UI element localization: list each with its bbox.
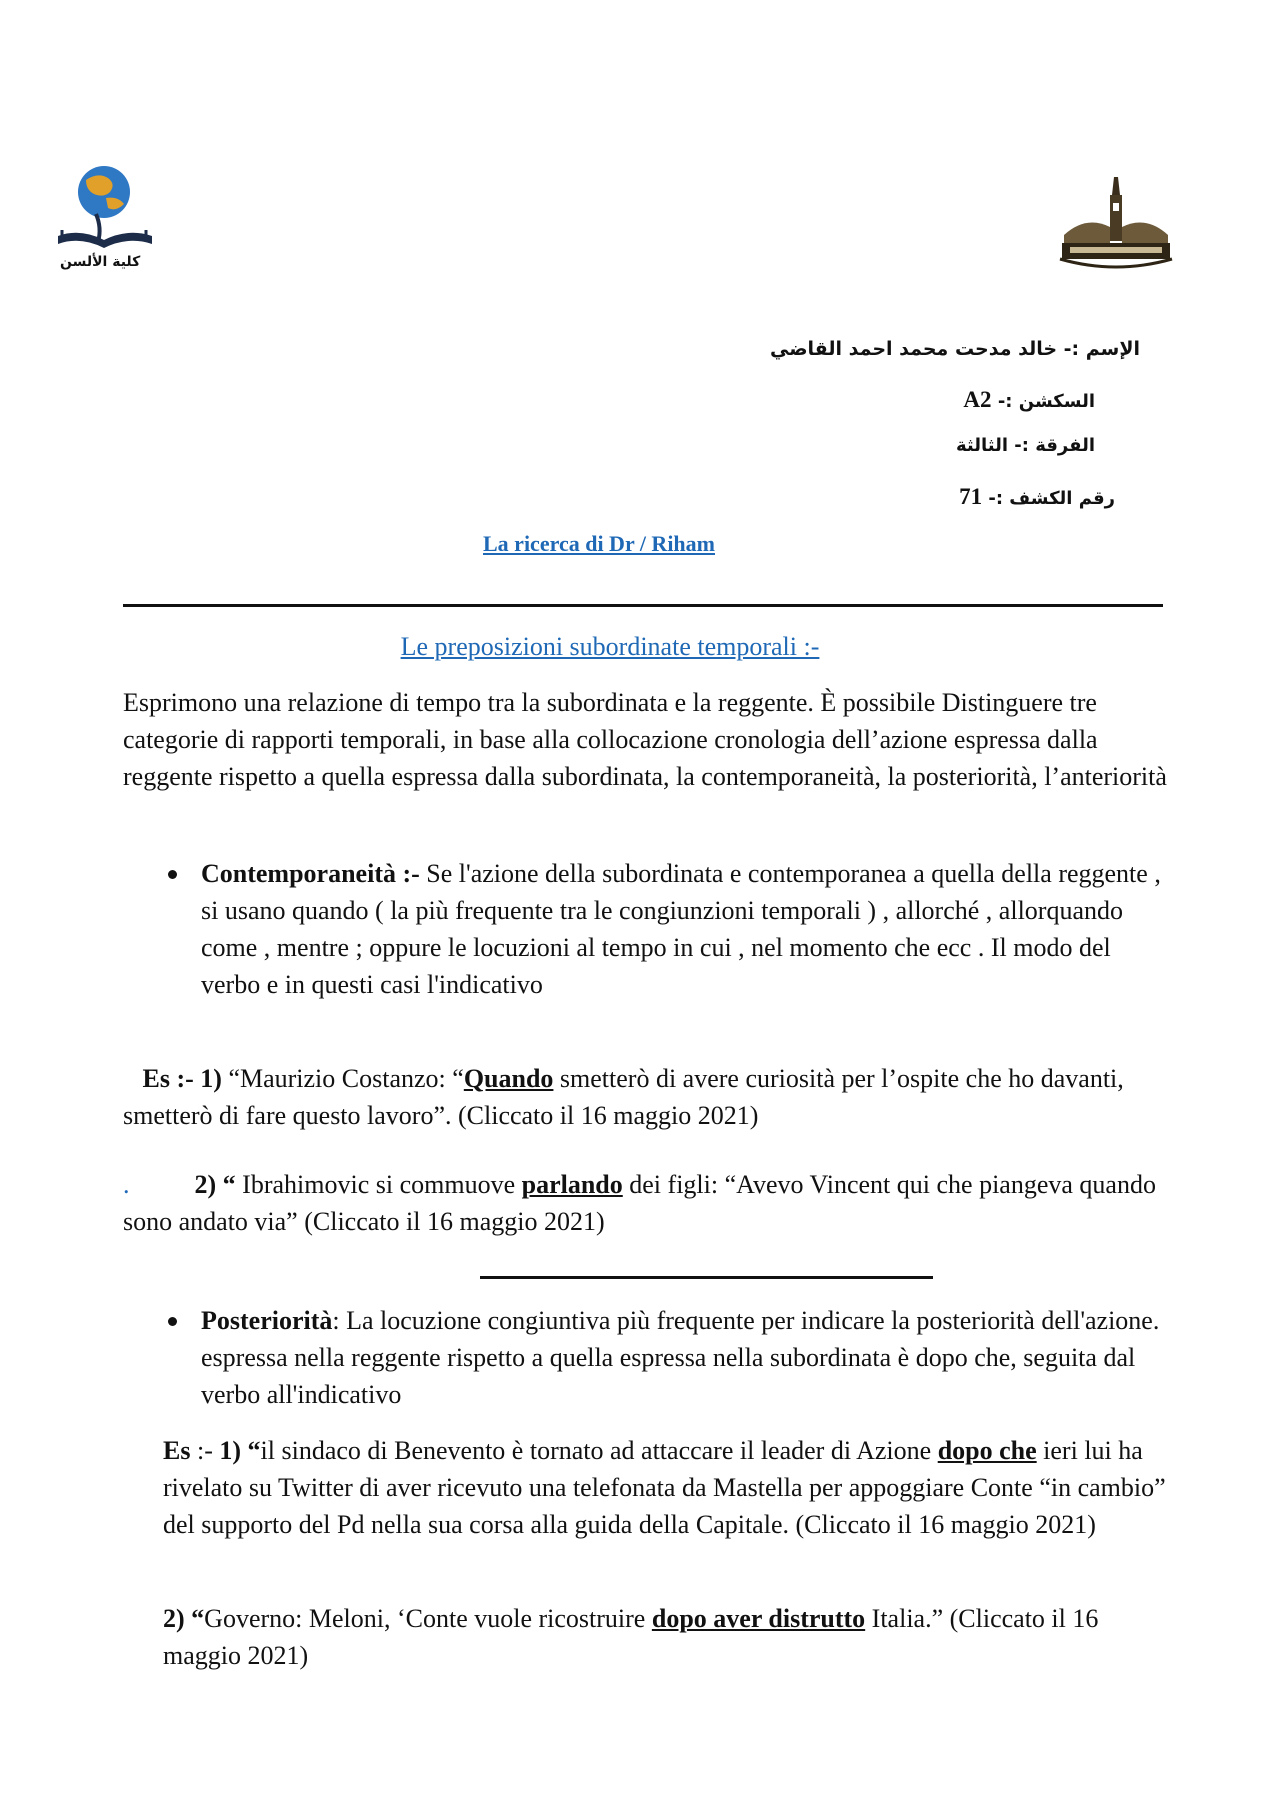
id-label: رقم الكشف :-: [988, 488, 1115, 509]
student-section: [963, 387, 1095, 413]
student-year: الفرقة :- الثالثة: [955, 435, 1095, 456]
example-4-before: Governo: Meloni, ‘Conte vuole ricostruire: [204, 1604, 652, 1633]
example-2-after: dei figli: “Avevo Vincent qui che piangeva quando sono andato via” (Cliccato il 16 maggio 2021): [123, 1170, 1156, 1236]
example-4-prefix: 2) “: [163, 1604, 205, 1633]
bullet-dot-icon: [168, 870, 177, 879]
example-3-prefix: Es: [163, 1436, 191, 1465]
example-1-keyword: Quando: [463, 1064, 554, 1093]
example-1-after: smetterò di avere curiosità per l’ospite che ho davanti, smetterò di fare questo lavoro”. (Cliccato il 16 maggio 2021): [123, 1064, 1124, 1130]
posteriorita-item: [201, 1302, 1171, 1413]
section-label: السكشن :-: [997, 391, 1095, 412]
example-1-before: “Maurizio Costanzo: “: [221, 1064, 464, 1093]
horizontal-divider: [123, 604, 1163, 607]
example-4-keyword: dopo aver distrutto: [651, 1604, 866, 1633]
short-divider: [480, 1276, 933, 1279]
contemporaneita-item: [201, 855, 1171, 1003]
example-4-after: Italia.” (Cliccato il 16 maggio 2021): [163, 1604, 1099, 1670]
posteriorita-text: : La locuzione congiuntiva più frequente per indicare la posteriorità dell'azione. espressa nella reggente rispetto a quella espressa nella subordinata è dopo che, seguita dal verbo all'indicativo: [201, 1306, 1160, 1409]
university-emblem-icon: [1056, 175, 1176, 275]
student-name: الإسم :- خالد مدحت محمد احمد القاضي: [769, 338, 1140, 360]
example-3-before: il sindaco di Benevento è tornato ad attaccare il leader di Azione: [260, 1436, 938, 1465]
example-3-mid: :-: [190, 1436, 220, 1465]
posteriorita-term: Posteriorità: [201, 1306, 333, 1335]
faculty-logo-caption: كلية الألسن: [60, 254, 141, 270]
example-3-keyword: dopo che: [937, 1436, 1037, 1465]
example-1: [123, 1060, 1183, 1134]
intro-paragraph: Esprimono una relazione di tempo tra la subordinata e la reggente. È possibile Distinguere tre categorie di rapporti temporali, in base alla collocazione cronologia dell’azione espressa dalla reggente rispetto a quella espressa dalla subordinata, la contemporaneità, la posteriorità, l’anteriorità: [123, 688, 1167, 791]
section-value: A2: [963, 387, 992, 412]
id-value: 71: [959, 484, 983, 509]
example-4: [163, 1600, 1173, 1674]
university-emblem: [1056, 175, 1176, 275]
example-2-prefix: 2) “: [194, 1170, 236, 1199]
bullet-dot-icon: [168, 1317, 177, 1326]
research-link[interactable]: La ricerca di Dr / Riham: [483, 531, 715, 556]
example-2: [123, 1166, 1183, 1240]
section-title: Le preposizioni subordinate temporali :-: [400, 632, 820, 661]
example-2-keyword: parlando: [521, 1170, 623, 1199]
example-3: [163, 1432, 1173, 1543]
example-2-dot: .: [123, 1170, 130, 1199]
example-2-before: Ibrahimovic si commuove: [235, 1170, 522, 1199]
example-3-after: ieri lui ha rivelato su Twitter di aver ricevuto una telefonata da Mastella per appoggiare Conte “in cambio” del supporto del Pd nella sua corsa alla guida della Capitale. (Cliccato il 16 maggio 2021): [163, 1436, 1166, 1539]
contemporaneita-term: Contemporaneità :-: [201, 859, 420, 888]
faculty-logo: [46, 158, 164, 280]
student-id: [959, 484, 1115, 510]
example-3-num: 1) “: [219, 1436, 261, 1465]
example-1-prefix: Es :- 1): [142, 1064, 222, 1093]
contemporaneita-text: Se l'azione della subordinata e contemporanea a quella della reggente , si usano quando ( la più frequente tra le congiunzioni temporali ) , allorché , allorquando come , mentre ; oppure le locuzioni al tempo in cui , nel momento che ecc . Il modo del verbo e in questi casi l'indicativo: [201, 859, 1161, 999]
